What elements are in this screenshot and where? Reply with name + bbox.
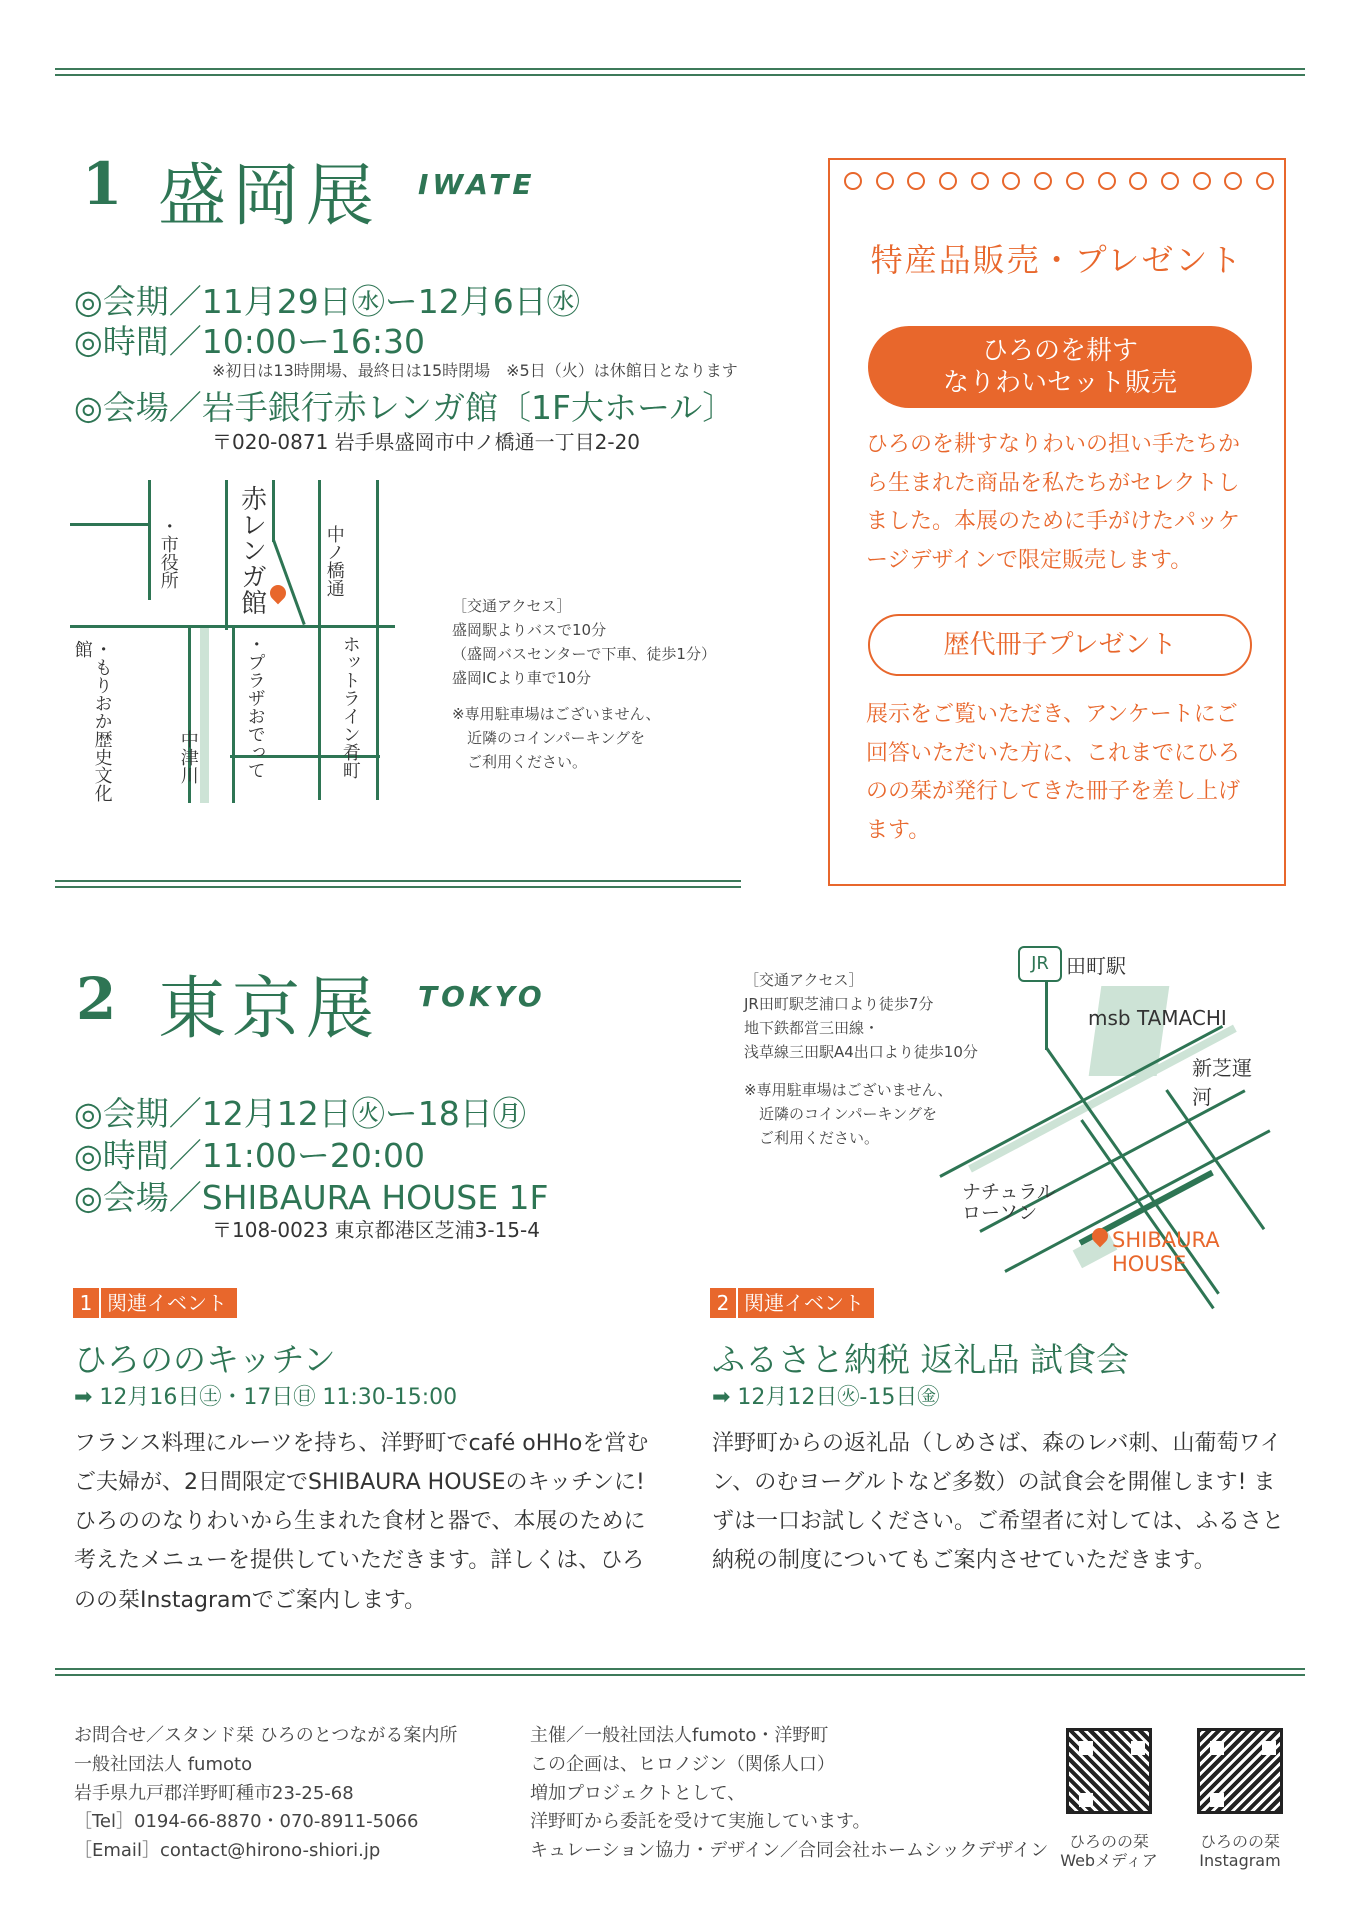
promo-pill-set-sale: ひろのを耕す なりわいセット販売 [868,326,1252,408]
event-tag-1: 1 関連イベント [73,1288,237,1318]
footer-organizer: 主催／一般社団法人fumoto・洋野町 この企画は、ヒロノジン（関係人口） 増加プロジェクトとして、 洋野町から委託を受けて実施しています。 キュレーション協力・デザイン／合同会社ホームシックデザイン [530,1725,1049,1862]
map-nakatsugawa: 中津川 [177,730,199,784]
event-title-2: ふるさと納税 返礼品 試食会 [712,1340,1129,1379]
qr-code-web[interactable] [1066,1728,1152,1814]
map-plaza: ・プラザおでって [244,635,266,779]
promo-text-1: ひろのを耕すなりわいの担い手たちから生まれた商品を私たちがセレクトしました。本展のために手がけたパッケージデザインで限定販売します。 [866,432,1241,573]
map-shibaura-house: SHIBAURA HOUSE [1112,1228,1220,1277]
iwate-venue: ◎会場／岩手銀行赤レンガ館〔1F大ホール〕 [74,388,736,427]
event-text-1: フランス料理にルーツを持ち、洋野町でcafé oHHoを営むご夫婦が、2日間限定でSHIBAURA HOUSEのキッチンに! ひろののなりわいから生まれた食材と器で、本展のために考えたメニューを提供していただきます。詳しくは、ひろのの栞Instagramでご案内します。 [74,1431,649,1613]
tokyo-time: ◎時間／11:00ー20:00 [74,1136,425,1175]
section-en-tokyo: TOKYO [418,980,546,1013]
qr-code-instagram[interactable] [1197,1728,1283,1814]
iwate-period: ◎会期／11月29日㊌ー12月6日㊌ [74,282,580,321]
qr-label-instagram: ひろのの栞 Instagram [1199,1832,1281,1871]
iwate-map [70,475,410,805]
notebook-rings [844,172,1274,190]
map-morioka-museum: ・もりおか歴史文化館 [71,640,113,802]
map-nakanohashi: 中ノ橋通 [323,525,345,597]
section-number-tokyo: 2 [76,965,117,1033]
map-city-hall: ・市役所 [157,517,179,589]
section-title-iwate: 盛岡展 [158,157,381,236]
bottom-divider [55,1668,1305,1676]
event-title-1: ひろののキッチン [74,1340,336,1379]
qr-label-web: ひろのの栞 Webメディア [1060,1832,1158,1871]
section-number-iwate: 1 [82,150,123,218]
tokyo-map [950,950,1270,1280]
map-lawson: ナチュラル ローソン [962,1181,1056,1224]
event-date-1: ➡ 12月16日㊏・17日㊐ 11:30-15:00 [74,1385,458,1410]
top-divider [55,68,1305,76]
location-pin-icon [267,582,290,605]
map-hotline: ホットライン肴町 [339,635,361,779]
tokyo-venue: ◎会場／SHIBAURA HOUSE 1F [74,1178,549,1217]
event-text-2: 洋野町からの返礼品（しめさば、森のレバ刺、山葡萄ワイン、のむヨーグルトなど多数）の試食会を開催します! まずは一口お試しください。ご希望者に対しては、ふるさと納税の制度についてもご案内させていただきます。 [712,1431,1285,1574]
map-tamachi: 田町駅 [1066,954,1126,978]
footer-contact: お問合せ／スタンド栞 ひろのとつながる案内所 一般社団法人 fumoto 岩手県九戸郡洋野町種市23-25-68 ［Tel］0194-66-8870・070-8911-5066 ［Email］contact@hirono-shiori.jp [74,1725,458,1862]
event-date-2: ➡ 12月12日㊋-15日㊎ [712,1385,940,1410]
map-akarenga: 赤レンガ館 [236,485,267,615]
tokyo-address: 〒108-0023 東京都港区芝浦3-15-4 [212,1218,540,1242]
promo-pill-booklet: 歴代冊子プレゼント [868,614,1252,676]
jr-badge: JR [1018,946,1062,982]
promo-text-2: 展示をご覧いただき、アンケートにご回答いただいた方に、これまでにひろのの栞が発行してきた冊子を差し上げます。 [866,702,1241,843]
iwate-address: 〒020-0871 岩手県盛岡市中ノ橋通一丁目2-20 [212,430,641,454]
iwate-time-note: ※初日は13時開場、最終日は15時閉場 ※5日（火）は休館日となります [212,361,738,380]
promo-box [828,158,1286,886]
section-title-tokyo: 東京展 [158,970,381,1049]
map-canal: 新芝運河 [1192,1056,1252,1109]
iwate-time: ◎時間／10:00ー16:30 [74,322,425,361]
section-divider [55,880,741,888]
map-msb: msb TAMACHI [1088,1006,1227,1030]
tokyo-period: ◎会期／12月12日㊋ー18日㊊ [74,1094,526,1133]
iwate-access: ［交通アクセス］ 盛岡駅よりバスで10分 （盛岡バスセンターで下車、徒歩1分） 盛岡ICより車で10分 ※専用駐車場はございません、 近隣のコインパーキングを ご利用ください。 [452,597,716,771]
section-en-iwate: IWATE [418,168,536,201]
tokyo-access: ［交通アクセス］ JR田町駅芝浦口より徒歩7分 地下鉄都営三田線・ 浅草線三田駅A4出口より徒歩10分 ※専用駐車場はございません、 近隣のコインパーキングを ご利用ください。 [744,971,978,1147]
promo-title: 特産品販売・プレゼント [870,241,1244,279]
event-tag-2: 2 関連イベント [710,1288,874,1318]
